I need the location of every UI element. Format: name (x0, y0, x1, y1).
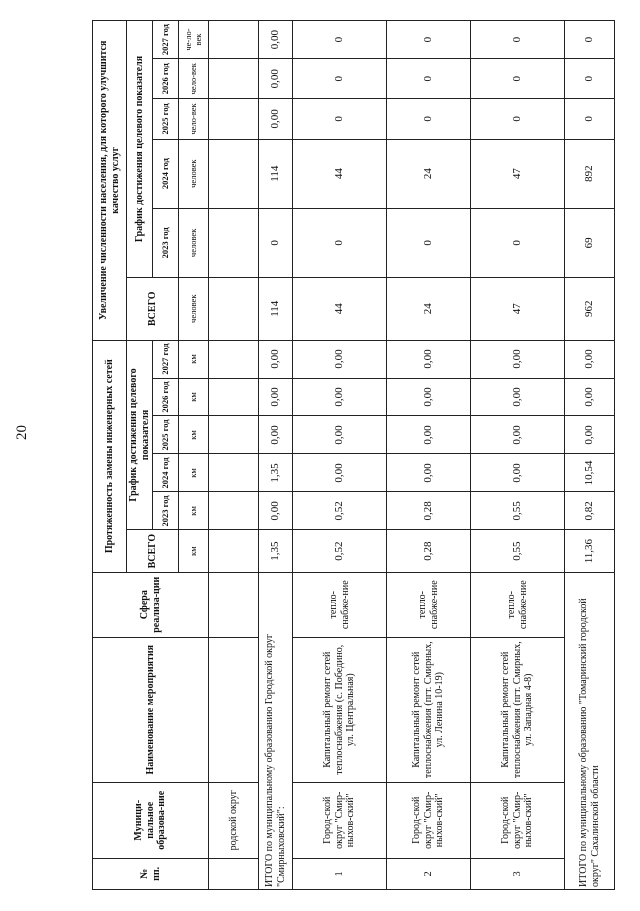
cell: 69 (565, 208, 615, 277)
header-sphere: Сфера реализа-ции (93, 572, 209, 637)
table-row (387, 21, 471, 890)
cell: 962 (565, 277, 615, 340)
year-length-2025: 2025 год (153, 416, 179, 454)
row-event: Капитальный ремонт сетей теплоснабжения (пгт. Смирных, ул. Западная 4-8) (471, 637, 565, 782)
row-number: 1 (293, 858, 387, 889)
cell: 0,00 (259, 99, 293, 139)
continuation-row (209, 21, 259, 890)
cell: 0,00 (259, 340, 293, 378)
row-event: Капитальный ремонт сетей теплоснабжения (с. Победино, ул. Центральная) (293, 637, 387, 782)
cell: 44 (293, 139, 387, 208)
header-total-length: ВСЕГО (127, 530, 179, 572)
cell: 0 (565, 59, 615, 99)
cell: 892 (565, 139, 615, 208)
unit-km: км (179, 378, 209, 416)
cell: 0 (293, 21, 387, 59)
year-pop-2026: 2026 год (153, 59, 179, 99)
cell: 0,00 (565, 340, 615, 378)
header-length-group: Протяженность замены инженерных сетей (93, 340, 127, 572)
cell: 0,00 (293, 340, 387, 378)
header-total-pop: ВСЕГО (127, 277, 179, 340)
year-length-2024: 2024 год (153, 454, 179, 492)
cell: 0,00 (293, 378, 387, 416)
table-row (471, 21, 565, 890)
row-sphere: тепло-снабже-ние (471, 572, 565, 637)
cell: 0,00 (471, 340, 565, 378)
unit-km: км (179, 416, 209, 454)
cell: 0,00 (259, 416, 293, 454)
cell: 0,55 (471, 530, 565, 572)
cell: 0 (471, 59, 565, 99)
cell: 44 (293, 277, 387, 340)
cell: 0,00 (565, 416, 615, 454)
cell: 0,00 (259, 492, 293, 530)
cell: 0 (387, 208, 471, 277)
unit-people: человек (179, 277, 209, 340)
row-number: 3 (471, 858, 565, 889)
row-number: 2 (387, 858, 471, 889)
cell: 24 (387, 139, 471, 208)
cell: 11,36 (565, 530, 615, 572)
cell: 0,00 (293, 416, 387, 454)
cell: 0,00 (259, 21, 293, 59)
cell: 114 (259, 277, 293, 340)
cell: 0,00 (387, 378, 471, 416)
cell: 0,82 (565, 492, 615, 530)
row-municipality: Город-ской округ "Смир-ныхов-ский" (387, 782, 471, 858)
cell: 0,00 (259, 378, 293, 416)
header-event: Наименование мероприятия (93, 637, 209, 782)
subtotal-row (565, 21, 615, 890)
unit-km: км (179, 340, 209, 378)
cell: 0 (565, 21, 615, 59)
cell: 0,28 (387, 530, 471, 572)
row-event: Капитальный ремонт сетей теплоснабжения (пгт. Смирных, ул. Ленина 10-19) (387, 637, 471, 782)
cell: 0,00 (259, 59, 293, 99)
rotated-table-sheet (92, 20, 610, 890)
unit-people: человек (179, 208, 209, 277)
unit-km: км (179, 454, 209, 492)
year-pop-2025: 2025 год (153, 99, 179, 139)
cell: 0,00 (293, 454, 387, 492)
cell: 0,00 (387, 340, 471, 378)
year-length-2027: 2027 год (153, 340, 179, 378)
cell: 0,00 (387, 416, 471, 454)
cell: 0 (471, 21, 565, 59)
targets-table (92, 20, 615, 890)
header-pop-schedule: График достижения целевого показателя (127, 21, 153, 278)
subtotal-row (259, 21, 293, 890)
cell: 0,00 (471, 378, 565, 416)
subtotal-label: ИТОГО по муниципальному образованию "Томаринский городской округ" Сахалинской области (565, 572, 615, 889)
row-sphere: тепло-снабже-ние (387, 572, 471, 637)
cell: 0,52 (293, 530, 387, 572)
unit-people-short: чело-век (179, 99, 209, 139)
header-municipality: Муници-пальное образова-ние (93, 782, 209, 858)
table-row (293, 21, 387, 890)
unit-km: км (179, 530, 209, 572)
header-row-1 (93, 21, 127, 890)
row-municipality: Город-ской округ "Смир-ныхов-ский" (471, 782, 565, 858)
cell: 1,35 (259, 530, 293, 572)
cell: 1,35 (259, 454, 293, 492)
cell: 0 (387, 59, 471, 99)
cell: 0,00 (387, 454, 471, 492)
cell: 0 (293, 59, 387, 99)
cell: 0,52 (293, 492, 387, 530)
cell: 47 (471, 277, 565, 340)
cell: 0 (565, 99, 615, 139)
header-pop-group: Увеличение численности населения, для которого улучшится качество услуг (93, 21, 127, 341)
cell: 0,28 (387, 492, 471, 530)
unit-people-short: че-ло-век (179, 21, 209, 59)
cell: 47 (471, 139, 565, 208)
subtotal-label: ИТОГО по муниципальному образованию Городской округ "Смирныховский": (259, 572, 293, 889)
page-number: 20 (14, 425, 30, 440)
cont-municipality: родской округ (209, 782, 259, 858)
row-sphere: тепло-снабже-ние (293, 572, 387, 637)
year-pop-2024: 2024 год (153, 139, 179, 208)
cell: 24 (387, 277, 471, 340)
cell: 0,55 (471, 492, 565, 530)
cell: 0,00 (471, 416, 565, 454)
unit-people: человек (179, 139, 209, 208)
unit-km: км (179, 492, 209, 530)
row-municipality: Город-ской округ "Смир-ныхов-ский" (293, 782, 387, 858)
year-pop-2027: 2027 год (153, 21, 179, 59)
cell: 114 (259, 139, 293, 208)
cell: 10,54 (565, 454, 615, 492)
year-length-2023: 2023 год (153, 492, 179, 530)
header-no: № пп. (93, 858, 209, 889)
cell: 0 (387, 21, 471, 59)
unit-people-short: чело-век (179, 59, 209, 99)
cell: 0 (259, 208, 293, 277)
cell: 0,00 (471, 454, 565, 492)
cell: 0 (293, 208, 387, 277)
cell: 0,00 (565, 378, 615, 416)
cell: 0 (387, 99, 471, 139)
cell: 0 (471, 208, 565, 277)
cell: 0 (293, 99, 387, 139)
year-length-2026: 2026 год (153, 378, 179, 416)
year-pop-2023: 2023 год (153, 208, 179, 277)
header-length-schedule: График достижения целевого показателя (127, 340, 153, 530)
cell: 0 (471, 99, 565, 139)
